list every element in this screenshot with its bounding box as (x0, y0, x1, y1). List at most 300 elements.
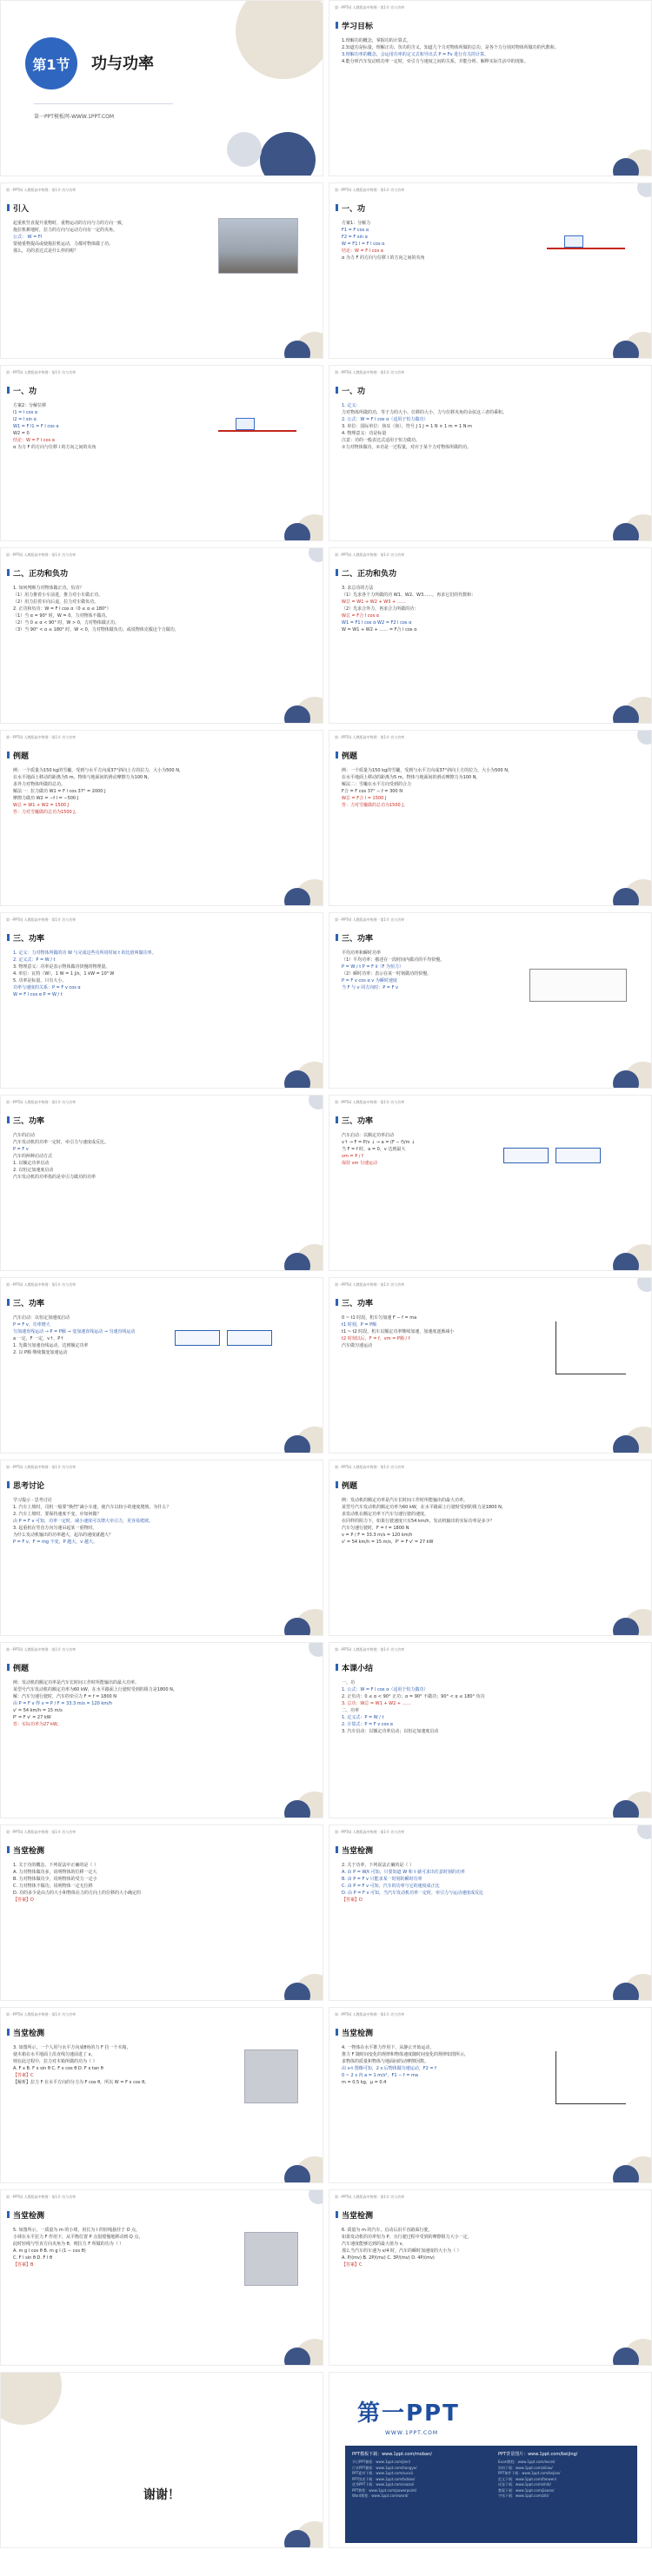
slide-body (342, 1497, 639, 1546)
link-item[interactable]: 试卷下载：www.1ppt.com/shiti/ (498, 2482, 551, 2487)
text-line: 5. 功率是标量，只有大小。 (13, 978, 67, 983)
text-line: 则在此过程中，拉力对木箱所做的功为（ ） (13, 2059, 97, 2064)
text-line: 1. 公式：W = F l cos α（适用于恒力做功） (342, 1687, 429, 1692)
slide-header: 第一PPT网 人教版高中物理 · 第1节 功与功率 (335, 917, 405, 922)
text-line: C. F l sin θ D. F l θ (13, 2255, 53, 2261)
slide-panel (0, 1642, 323, 1818)
slide-panel (329, 1824, 652, 2001)
deco-circle (227, 132, 262, 167)
text-line: F2 = F sin α (342, 235, 368, 240)
text-line: 公式： W = Fl (13, 235, 43, 240)
text-line: 【答案】C (13, 2073, 34, 2078)
text-line: 要使重物提高或使拖拉机运动，力都对物体做了功。 (13, 242, 114, 247)
text-line: 1.理解功的概念，掌握功的计算式。 (342, 38, 411, 43)
text-line: 【答案】D (342, 1897, 363, 1903)
text-line: 当 F = f 时，a = 0，v 达到最大 (342, 1147, 406, 1152)
slide-header: 第一PPT网 人教版高中物理 · 第1节 功与功率 (6, 917, 77, 922)
text-line: t2 时刻以后，F = f，vm = P额 / f (342, 1336, 410, 1341)
v-t-graph (556, 2051, 626, 2104)
slide-panel (0, 2007, 323, 2183)
text-line: 5. 如图所示，一质量为 m 的小球，用长为 l 的轻绳悬挂于 O 点， (13, 2228, 141, 2233)
link-item[interactable]: PPT素材下载：www.1ppt.com/sucai/ (352, 2471, 414, 2475)
slide-header: 第一PPT网 人教版高中物理 · 第1节 功与功率 (6, 1465, 77, 1469)
problem-figure (244, 2050, 298, 2103)
deco-circle (637, 1277, 652, 1292)
slide-title: 引入 (13, 202, 29, 214)
text-line: 例：一个质量为150 kg的雪橇，受到与水平方向成37°斜向上方的拉力，大小为500 N， (13, 768, 183, 773)
link-item[interactable]: PPT教程：www.1ppt.com/powerpoint/ (352, 2487, 417, 2493)
text-line: 此时轻绳与竖直方向夹角为 θ，则拉力 F 所做的功为（ ） (13, 2242, 124, 2247)
deco-circle (0, 2372, 62, 2425)
deco-circle (309, 1642, 323, 1657)
slide-title: 三、功率 (13, 932, 44, 944)
text-line: 4. 一物体在水平推力作用下，从静止开始运动， (342, 2045, 435, 2050)
link-heading[interactable]: PPT模板下载：www.1ppt.com/moban/ (352, 2452, 432, 2457)
note-box (529, 969, 627, 1002)
slide-panel (329, 0, 652, 176)
slide-header: 第一PPT网 人教版高中物理 · 第1节 功与功率 (6, 370, 77, 374)
text-line: 1. 汽车上坡时，司机一般要“换挡”减小车速，使汽车以较小的速度爬坡，为什么？ (13, 1505, 171, 1510)
thanks-text: 谢谢！ (143, 2488, 180, 2502)
slide-panel (329, 2372, 652, 2548)
text-line: 3. 物理意义：功率是表示物体做功快慢的物理量。 (13, 964, 110, 970)
flow-box (227, 1330, 272, 1346)
text-line: F1 = F cos α (342, 228, 369, 233)
slide-title: 二、正功和负功 (13, 567, 68, 579)
text-line: 那么，功的表达式是什么样的呢？ (13, 248, 79, 254)
slide-header: 第一PPT网 人教版高中物理 · 第1节 功与功率 (335, 553, 405, 557)
slide-body (342, 402, 639, 451)
slide-title: 一、功 (342, 385, 365, 396)
text-line: W = F l cos α P = W / t (13, 992, 63, 997)
slide-header: 第一PPT网 人教版高中物理 · 第1节 功与功率 (335, 2195, 405, 2199)
slide-title: 本课小结 (342, 1662, 373, 1673)
slide-body (342, 2227, 639, 2268)
slide-header: 第一PPT网 人教版高中物理 · 第1节 功与功率 (335, 370, 405, 374)
text-line: 6. 质量为 m 的汽车，启动后沿平直路面行驶， (342, 2228, 433, 2233)
text-line: 1. 先做匀加速直线运动，达到额定功率 (13, 1343, 89, 1348)
text-line: 2. 以 P额 继续做变加速运动 (13, 1350, 68, 1355)
text-line: 汽车启动：以额定功率启动 (342, 1133, 395, 1138)
text-line: 某型号汽车发动机的额定功率为60 kW，在水平路面上行驶时受到的阻力是1800 N， (342, 1505, 506, 1510)
text-line: 例：一个质量为150 kg的雪橇，受到与水平方向成37°斜向上方的拉力，大小为500 N， (342, 768, 512, 773)
text-line: A. 由 P = W/t 可知，只要知道 W 和 t 就可求出任意时刻的功率 (342, 1870, 465, 1875)
slide-panel (0, 2372, 323, 2548)
slide-panel (0, 1460, 323, 1636)
text-line: 使木箱在水平地面上沿直线匀速前进了 x， (13, 2052, 96, 2057)
text-line: 保持 vm 匀速运动 (342, 1161, 378, 1166)
slide-body (13, 1679, 310, 1728)
slide-title: 三、功率 (342, 1297, 373, 1308)
slide-title: 三、功率 (342, 932, 373, 944)
slide-panel (0, 182, 323, 359)
slide-body (342, 37, 639, 65)
text-line: 【答案】B (13, 2262, 34, 2268)
text-line: C. 由 P = F v 可知，汽车的功率与它的速度成正比 (342, 1884, 440, 1889)
text-line: 汽车速度能够达到的最大值为 v， (342, 2242, 407, 2247)
slide-title: 例题 (13, 1662, 29, 1673)
text-line: 方案2：分解位移 (13, 403, 47, 408)
text-line: 在水平地面上移动的距离为5 m。物体与地面间的滑动摩擦力为100 N。 (13, 775, 152, 780)
text-line: 0 ~ 2 s 内 a = 1 m/s²，F1 − f = ma (342, 2073, 418, 2078)
text-line: a 一定，F 一定，v↑，P↑ (13, 1336, 64, 1341)
text-line: 3. 如图所示，一个人用与水平方向成θ角的力 F 拉一个木箱， (13, 2045, 131, 2050)
text-line: v' = 54 km/h = 15 m/s (13, 1708, 63, 1713)
divider (34, 103, 173, 104)
text-line: 由 P = F v 得 v = P / F = 33.3 m/s = 120 km/h (13, 1701, 113, 1706)
slide-header: 第一PPT网 人教版高中物理 · 第1节 功与功率 (6, 1100, 77, 1104)
slide-header: 第一PPT网 人教版高中物理 · 第1节 功与功率 (335, 1830, 405, 1834)
deco-circle (309, 547, 323, 562)
slide-body (13, 402, 310, 451)
slide-body (13, 767, 310, 816)
text-line: 4. 物理意义：功是标量 (342, 431, 387, 436)
text-line: 汽车启动：以恒定加速度启动 (13, 1315, 70, 1321)
text-line: 3. 求总功的方法 (342, 586, 374, 591)
links-column (498, 2451, 577, 2500)
text-line: W2 = 0 (13, 431, 30, 436)
text-line: B. 由 P = F v 只能求某一时刻的瞬时功率 (342, 1877, 422, 1882)
text-line: 答：力对雪橇做的总功为1500 J。 (342, 803, 408, 808)
text-line: 求发动机在额定功率下汽车匀速行驶的速度。 (342, 1512, 429, 1517)
slide-header: 第一PPT网 人教版高中物理 · 第1节 功与功率 (335, 5, 405, 10)
slide-header: 第一PPT网 人教版高中物理 · 第1节 功与功率 (6, 188, 77, 192)
text-line: 3. 总功：W总 = W1 + W2 + …… (342, 1701, 411, 1706)
slide-panel (329, 547, 652, 724)
slide-panel (329, 365, 652, 541)
text-line: 由 P = F v 可知，功率一定时，减小速度可以增大牵引力，更容易爬坡。 (13, 1519, 153, 1524)
text-line: 2. 正功和负功：W = F l cos α（0 ≤ α ≤ 180°） (13, 606, 111, 612)
text-line: ①力对物体做功，②功是一过程量，对应于某个力对物体所做的功。 (342, 445, 471, 450)
text-line: 结论：W = F l cos α (342, 248, 384, 254)
text-line: W总 = W1 + W2 + W3 + …… (342, 599, 406, 605)
page-title: 功与功率 (91, 55, 154, 73)
block-diagram (564, 235, 583, 248)
slide-panel (329, 182, 652, 359)
text-line: A. F x B. F x sin θ C. F x cos θ D. F x tan θ (13, 2066, 103, 2071)
slide-title: 思考讨论 (13, 1480, 44, 1491)
text-line: 【答案】D (13, 1897, 34, 1903)
link-item[interactable]: Word教程：www.1ppt.com/word/ (352, 2493, 409, 2498)
v-t-graph (556, 1321, 626, 1374)
link-item[interactable]: 行业PPT模板：www.1ppt.com/hangye/ (352, 2465, 417, 2470)
text-line: P = F v (13, 1147, 29, 1152)
text-line: （2）先求合外力，再求合力所做的功： (342, 606, 419, 612)
slide-panel (329, 2007, 652, 2183)
link-item[interactable]: PPT课件下载：www.1ppt.com/kejian/ (498, 2471, 561, 2475)
text-line: 推力 F 随时间变化的规律和物体速度随时间变化的规律如图所示， (342, 2052, 469, 2057)
text-line: 2. 计算式：P = F v cos α (342, 1722, 394, 1727)
link-item[interactable]: 资料下载：www.1ppt.com/ziliao/ (498, 2465, 553, 2470)
slide-body (13, 950, 310, 998)
slide-panel (0, 1824, 323, 2001)
links-column (352, 2451, 432, 2500)
text-line: 汽车匀速行驶时，F = f = 1800 N (342, 1526, 409, 1531)
text-line: v = P / F = 33.3 m/s = 120 km/h (342, 1533, 413, 1538)
text-line: 例：发动机的额定功率是汽车长时间工作时所能输出的最大功率。 (342, 1498, 469, 1503)
slide-header: 第一PPT网 人教版高中物理 · 第1节 功与功率 (6, 735, 77, 739)
text-line: （1）当 α = 90° 时，W = 0，力对物体不做功。 (13, 613, 110, 619)
text-line: W = W1 + W2 + …… = F合 l cos α (342, 627, 417, 632)
flow-box (503, 1148, 549, 1163)
slide-title: 当堂检测 (342, 2209, 373, 2221)
text-line: A. P/(mv) B. 2P/(mv) C. 3P/(mv) D. 4P/(mv) (342, 2255, 435, 2261)
slide-header: 第一PPT网 人教版高中物理 · 第1节 功与功率 (6, 2195, 77, 2199)
slide-panel (329, 1277, 652, 1454)
deco-circle (637, 1824, 652, 1839)
slide-panel (329, 912, 652, 1089)
slide-panel (329, 730, 652, 906)
text-line: 一、功 (342, 1680, 356, 1685)
text-line: 0 ~ t1 时段，机车匀加速 F − f = ma (342, 1315, 417, 1321)
text-line: 求外力对物体所做的总功。 (13, 782, 66, 787)
text-line: W1 = F l1 = F l cos α (13, 424, 59, 429)
text-line: 例：发动机的额定功率是汽车长时间工作时所能输出的最大功率。 (13, 1680, 140, 1685)
slide-panel (329, 1460, 652, 1636)
text-line: 2. 汽车上坡时，要保持速度不变，应如何做？ (13, 1512, 102, 1517)
text-line: t1 时刻，P = P额 (342, 1322, 377, 1328)
text-line: 答：实际功率为27 kW。 (13, 1722, 62, 1727)
link-item[interactable]: 优秀PPT下载：www.1ppt.com/xiazai/ (352, 2482, 415, 2487)
text-line: 汽车做匀速运动 (342, 1343, 373, 1348)
slide-panel (0, 1095, 323, 1271)
text-line: P = F v，功率增大 (13, 1322, 50, 1328)
deco-circle (260, 132, 316, 176)
text-line: vm = P / f (342, 1154, 363, 1159)
text-line: 1. 关于功的概念，下列说法中正确的是（ ） (13, 1863, 98, 1868)
text-line: 2. 公式：W = F l cos α（适用于恒力做功） (342, 417, 429, 422)
text-line: m = 0.5 kg，μ = 0.4 (342, 2080, 387, 2085)
slide-header: 第一PPT网 人教版高中物理 · 第1节 功与功率 (6, 1282, 77, 1287)
slide-header: 第一PPT网 人教版高中物理 · 第1节 功与功率 (6, 1830, 77, 1834)
text-line: 在水平地面上移动的距离为5 m。物体与地面间的滑动摩擦力为100 N。 (342, 775, 481, 780)
block-diagram (236, 418, 255, 430)
text-line: 汽车发动机的功率一定时，牵引力与速度成反比。 (13, 1140, 110, 1145)
slide-title: 二、正功和负功 (342, 567, 396, 579)
text-line: 2. 正负功：0 ≤ α < 90° 正功；α = 90° 不做功；90° < α ≤ 180° 负功 (342, 1694, 485, 1699)
text-line: 【解析】拉力 F 在水平方向的分力为 F cos θ，所以 W = F x cos θ。 (13, 2080, 150, 2085)
text-line: 1. 定义：力对物体所做的功 W 与完成这些功所用时间 t 的比值叫做功率。 (13, 950, 156, 956)
link-item[interactable]: 字体下载：www.1ppt.com/ziti/ (498, 2493, 549, 2498)
link-item[interactable]: 范文下载：www.1ppt.com/fanwen/ (498, 2476, 557, 2481)
flow-box (556, 1148, 601, 1163)
deco-circle (309, 2189, 323, 2204)
text-line: 1. 定义： (342, 403, 361, 408)
text-line: 解法一：拉力做功 W1 = F l cos 37° = 2000 J (13, 789, 106, 794)
text-line: P' = F v' = 27 kW (13, 1715, 51, 1720)
text-line: 求物体的质量和物体与地面间的动摩擦因数。 (342, 2059, 429, 2064)
slide-body (342, 585, 639, 633)
slide-panel (0, 547, 323, 724)
slide-title: 当堂检测 (13, 1844, 44, 1856)
text-line: 由 v-t 图像可知，2 s 后物体做匀速运动，F2 = f (342, 2066, 436, 2071)
text-line: （2）瞬时功率：表示在某一时刻做功的快慢。 (342, 971, 432, 977)
text-line: （3）当 90° < α ≤ 180° 时，W < 0，力对物体做负功，或说物体克服这个力做功。 (13, 627, 179, 632)
text-line: 为什么发动机输出的功率越大，起吊的速度就越大？ (13, 1533, 114, 1538)
text-line: 平均功率和瞬时功率 (342, 950, 382, 956)
force-arrow (218, 430, 296, 432)
slide-panel (0, 1277, 323, 1454)
text-line: 功率与速度的关系：P = F v cos α (13, 985, 81, 990)
text-line: 二、功率 (342, 1708, 360, 1713)
text-line: v' = 54 km/h = 15 m/s，P' = F v' = 27 kW (342, 1540, 434, 1545)
text-line: α 为力 F 的方向与位移 l 的方向之间的夹角 (342, 255, 425, 261)
slide-panel (329, 1095, 652, 1271)
link-item[interactable]: Excel教程：www.1ppt.com/excel/ (498, 2460, 556, 2464)
brand-logo: 第一PPT (357, 2401, 460, 2427)
slide-title: 学习目标 (342, 20, 373, 31)
brand-url: WWW.1PPT.COM (385, 2430, 439, 2436)
link-item[interactable]: PPT图表下载：www.1ppt.com/tubiao/ (352, 2476, 416, 2481)
slide-header: 第一PPT网 人教版高中物理 · 第1节 功与功率 (335, 1465, 405, 1469)
slide-title: 一、功 (342, 202, 365, 214)
slide-panel (329, 2189, 652, 2366)
deco-circle (309, 1095, 323, 1109)
slide-body (342, 220, 639, 262)
text-line: A. 力对物体做功多，说明物体的位移一定大 (13, 1870, 97, 1875)
text-line: P = W / t P = F v̄（F 为恒力） (342, 964, 404, 970)
slide-header: 第一PPT网 人教版高中物理 · 第1节 功与功率 (335, 735, 405, 739)
text-line: 1. 定义式：P = W / t (342, 1715, 384, 1720)
slide-panel (0, 2189, 323, 2366)
slide-panel (0, 730, 323, 906)
text-line: 3.理解功率的概念，会运用功率的定义式和导出式 P = Fv 进行有关的计算。 (342, 52, 489, 57)
slide-header: 第一PPT网 人教版高中物理 · 第1节 功与功率 (335, 188, 405, 192)
text-line: 2. 定义式：P = W / t (13, 957, 56, 963)
text-line: 汽车的两种启动方式 (13, 1154, 53, 1159)
text-line: α 为力 F 的方向与位移 l 的方向之间的夹角 (13, 445, 96, 450)
slide-body (342, 767, 639, 809)
slide-body (342, 1679, 639, 1735)
slide-body (13, 1132, 310, 1181)
text-line: 当 F 与 v 同方向时：P = F v (342, 985, 399, 990)
text-line: 解：汽车匀速行驶时，汽车的牵引力 F = f = 1800 N (13, 1694, 117, 1699)
deco-circle (637, 182, 652, 197)
force-arrow (547, 248, 625, 249)
text-line: 方案1：分解力 (342, 221, 371, 226)
text-line: 起重机竖直提升重物时，重物运动的方向与力的方向一致， (13, 221, 127, 226)
text-line: 结论：W = F l cos α (13, 438, 56, 443)
slide-title: 当堂检测 (13, 2027, 44, 2038)
text-line: W总 = F合 l cos α (342, 613, 380, 619)
text-line: 2.知道功是标量，理解正功、负功的含义，知道几个力对物体所做的总功，是各个力分别对物体所做功的代数和。 (342, 45, 559, 50)
text-line: 汽车发动机的功率指的是牵引力做功的功率 (13, 1175, 96, 1180)
text-line: 某型号汽车发动机的额定功率为60 kW，在水平路面上行驶时受到的阻力是1800 N。 (13, 1687, 177, 1692)
text-line: 学习提示 · 思考讨论 (13, 1498, 52, 1503)
slide-header: 第一PPT网 人教版高中物理 · 第1节 功与功率 (335, 1282, 405, 1287)
text-line: 3. 汽车启动：以额定功率启动；以恒定加速度启动 (342, 1729, 439, 1734)
text-line: 2. 以恒定加速度启动 (13, 1168, 54, 1173)
text-line: C. 力对物体不做功，说明物体一定无位移 (13, 1884, 93, 1889)
text-line: 力对物体所做的功，等于力的大小、位移的大小、力与位移夹角的余弦这三者的乘积。 (342, 410, 508, 415)
slide-body (13, 585, 310, 633)
slide-header: 第一PPT网 人教版高中物理 · 第1节 功与功率 (6, 2012, 77, 2016)
cover-subtitle: 第一PPT模板网-WWW.1PPT.COM (34, 114, 115, 120)
slide-title: 例题 (13, 750, 29, 761)
slide-body (342, 1862, 639, 1904)
link-item[interactable]: 节日PPT模板：www.1ppt.com/jieri/ (352, 2460, 411, 2464)
text-line: （1）用力推着小车前进，推力对小车做正功。 (13, 593, 103, 598)
text-line: W总 = W1 + W2 = 1500 J (13, 803, 70, 808)
slide-header: 第一PPT网 人教版高中物理 · 第1节 功与功率 (335, 1100, 405, 1104)
slide-panel (0, 912, 323, 1089)
brand-links-panel (345, 2446, 637, 2543)
text-line: 匀加速直线运动 → P = P额 → 变加速直线运动 → 匀速直线运动 (13, 1329, 136, 1334)
text-line: l1 = l cos α (13, 410, 38, 415)
slide-title: 例题 (342, 750, 357, 761)
text-line: 2. 关于功率，下列说法正确的是（ ） (342, 1863, 414, 1868)
text-line: 3. 单位：国际单位：焦耳（焦），符号 J 1 J = 1 N × 1 m = 1 N·m (342, 424, 472, 429)
section-badge: 第1节 (25, 37, 77, 89)
flow-box (175, 1330, 220, 1346)
slide-title: 当堂检测 (342, 1844, 373, 1856)
slide-panel (329, 1642, 652, 1818)
text-line: A. m g l cos θ B. m g l (1 − cos θ) (13, 2248, 86, 2254)
slide-header: 第一PPT网 人教版高中物理 · 第1节 功与功率 (6, 553, 77, 557)
slide-title: 例题 (342, 1480, 357, 1491)
text-line: t1 ~ t2 时段，机车以额定功率继续加速，加速度逐渐减小 (342, 1329, 455, 1334)
text-line: 拖拉机耕地时，拉力的方向与运动方向有一定的夹角。 (13, 228, 118, 233)
text-line: 如果发动机的功率恒为 P，且行驶过程中受到的摩擦阻力大小一定， (342, 2235, 472, 2240)
text-line: 4. 单位：瓦特（W），1 W = 1 J/s，1 kW = 10³ W (13, 971, 115, 977)
text-line: 答：力对雪橇做的总功为1500 J。 (13, 810, 79, 815)
text-line: （2）当 0 ≤ α < 90° 时，W > 0，力对物体做正功。 (13, 620, 119, 626)
text-line: 汽车的启动 (13, 1133, 36, 1138)
text-line: （2）用力拉着车向后退，拉力对车做负功。 (13, 599, 99, 605)
text-line: 【答案】C (342, 2262, 363, 2268)
text-line: W1 = F1 l cos α W2 = F2 l cos α (342, 620, 412, 626)
slide-body (13, 1497, 310, 1546)
slide-title: 一、功 (13, 385, 37, 396)
text-line: 在同样的阻力下，如果行驶速度只有54 km/h，发动机输出的实际功率是多少？ (342, 1519, 495, 1524)
text-line: 小球在水平拉力 F 作用下，从平衡位置 P 点很缓慢地移动到 Q 点， (13, 2235, 143, 2240)
text-line: 那么当汽车的车速为 v/4 时，汽车的瞬时加速度的大小为（ ） (342, 2248, 462, 2254)
slide-panel (0, 0, 323, 176)
deco-circle (236, 0, 323, 79)
text-line: F合 = F cos 37° − f = 300 N (342, 789, 403, 794)
text-line: B. 力对物体做功少，说明物体的受力一定小 (13, 1877, 97, 1882)
text-line: 1. 如何判断力对物体做正功、负功？ (13, 586, 84, 591)
text-line: 注意：功的一般表达式适用于恒力做功。 (342, 438, 421, 443)
problem-figure (244, 2232, 298, 2286)
link-heading[interactable]: PPT背景图片：www.1ppt.com/beijing/ (498, 2452, 578, 2457)
slide-body (13, 1862, 310, 1904)
slide-title: 当堂检测 (13, 2209, 44, 2221)
text-line: （1）平均功率：描述在一段时间内做功的平均快慢。 (342, 957, 445, 963)
link-item[interactable]: 教案下载：www.1ppt.com/jiaoan/ (498, 2487, 555, 2493)
horse-photo (218, 218, 298, 274)
slide-header: 第一PPT网 人教版高中物理 · 第1节 功与功率 (6, 1647, 77, 1652)
text-line: 1. 以额定功率启动 (13, 1161, 50, 1166)
text-line: D. 由 P = F v 可知，当汽车发动机功率一定时，牵引力与运动速度成反比 (342, 1891, 484, 1896)
text-line: 3. 起重机在竖直方向匀速吊起某一重物时， (13, 1526, 97, 1531)
deco-circle (637, 730, 652, 745)
slide-panel (0, 365, 323, 541)
text-line: 摩擦力做功 W2 = −f l = −500 J (13, 796, 79, 801)
slide-title: 三、功率 (342, 1115, 373, 1126)
slide-title: 三、功率 (13, 1115, 44, 1126)
text-line: 解法二：雪橇在水平方向受到的合力 (342, 782, 412, 787)
text-line: W总 = F合 l = 1500 J (342, 796, 387, 801)
text-line: W = F1 l = F l cos α (342, 242, 385, 247)
text-line: （1）先求各个力所做的功 W1、W2、W3……，再求它们的代数和： (342, 593, 476, 598)
text-line: l2 = l sin α (13, 417, 37, 422)
slide-title: 当堂检测 (342, 2027, 373, 2038)
slide-title: 三、功率 (13, 1297, 44, 1308)
text-line: P = F v cos α v 为瞬时速度 (342, 978, 397, 983)
text-line: D. 功的多少是由力的大小和物体在力的方向上的位移的大小确定的 (13, 1891, 142, 1896)
text-line: v↑ → F = P/v ↓ → a = (F − f)/m ↓ (342, 1140, 416, 1145)
